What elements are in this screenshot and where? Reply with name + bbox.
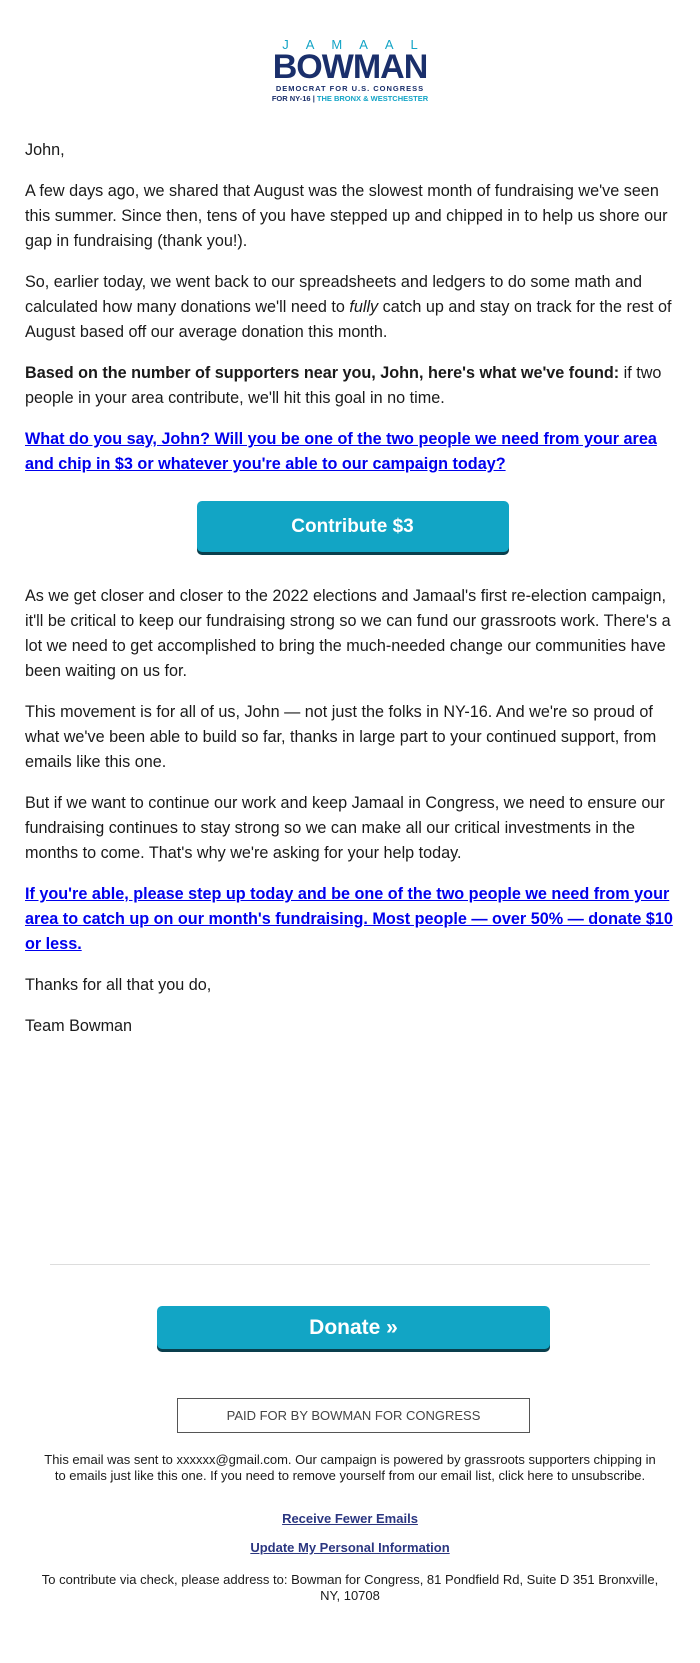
fewer-emails-row: [40, 1511, 660, 1527]
logo-last-name: BOWMAN: [272, 48, 428, 86]
check-address: To contribute via check, please address to: Bowman for Congress, 81 Pondfield Rd, Suite D 351 Bronxville, NY, 10708: [41, 1572, 659, 1603]
campaign-logo: [0, 38, 700, 106]
paragraph-2-end: catch up and stay on track for the rest of August based off our average donation this month.: [25, 298, 672, 341]
donate-link-1[interactable]: What do you say, John? Will you be one of the two people we need from your area and chip in $3 or whatever you're able to our campaign today?: [25, 430, 657, 473]
logo-separator: |: [312, 94, 317, 103]
paragraph-6: But if we want to continue our work and keep Jamaal in Congress, we need to ensure our fundraising continues to stay strong so we can make all our critical investments in the months to come. That's why we're asking for your help today.: [25, 794, 665, 862]
unsubscribe-disclaimer[interactable]: This email was sent to xxxxxx@gmail.com. Our campaign is powered by grassroots supporters chipping in to emails just like this one. If you need to remove yourself from our email list, click here to unsubscribe.: [44, 1452, 656, 1483]
donate-button[interactable]: Donate »: [157, 1306, 550, 1349]
paragraph-3: [25, 361, 680, 411]
logo-region: THE BRONX & WESTCHESTER: [316, 94, 429, 103]
paragraph-2: [25, 270, 680, 345]
footer-divider: [50, 1264, 650, 1265]
paragraph-2-emphasis: fully: [349, 298, 379, 316]
greeting: John,: [25, 141, 65, 159]
paragraph-3-bold: Based on the number of supporters near you, John, here's what we've found:: [25, 364, 620, 382]
paid-for-disclaimer: PAID FOR BY BOWMAN FOR CONGRESS: [177, 1398, 530, 1433]
paragraph-1: A few days ago, we shared that August was the slowest month of fundraising we've seen this summer. Since then, tens of you have stepped up and chipped in to help us shore our gap in fundraising (thank you!).: [25, 182, 668, 250]
donate-link-2[interactable]: If you're able, please step up today and be one of the two people we need from your area to catch up on our month's fundraising. Most people — over 50% — donate $10 or less.: [25, 885, 673, 953]
signoff: Thanks for all that you do,: [25, 976, 212, 994]
paragraph-4: As we get closer and closer to the 2022 elections and Jamaal's first re-election campaign, it'll be critical to keep our fundraising strong so we can fund our grassroots work. There's a lot we need to get accomplished to bring the much-needed change our communities have been waiting on us for.: [25, 587, 671, 680]
logo-district: FOR NY-16: [271, 94, 311, 103]
email-body: [25, 138, 680, 1055]
receive-fewer-emails-link[interactable]: Receive Fewer Emails: [282, 1511, 418, 1526]
contribute-button-wrap: [25, 501, 680, 552]
paragraph-2-start: So, earlier today, we went back to our spreadsheets and ledgers to do some math and calculated how many donations we'll need to: [25, 273, 642, 316]
paragraph-link-2: [25, 882, 680, 957]
update-personal-info-link[interactable]: Update My Personal Information: [250, 1540, 450, 1555]
logo-subtitle: DEMOCRAT FOR U.S. CONGRESS: [275, 84, 425, 93]
paragraph-5: This movement is for all of us, John — not just the folks in NY-16. And we're so proud of what we've been able to build so far, thanks in large part to your continued support, from emails like this one.: [25, 703, 657, 771]
signature: Team Bowman: [25, 1017, 133, 1035]
update-info-row: [40, 1540, 660, 1556]
contribute-button[interactable]: Contribute $3: [197, 501, 509, 552]
paragraph-3-rest: if two people in your area contribute, we'll hit this goal in no time.: [25, 364, 662, 407]
logo-district-line: [272, 94, 428, 104]
paragraph-link-1: [25, 427, 680, 477]
logo-first-name: JAMAAL: [282, 37, 435, 52]
